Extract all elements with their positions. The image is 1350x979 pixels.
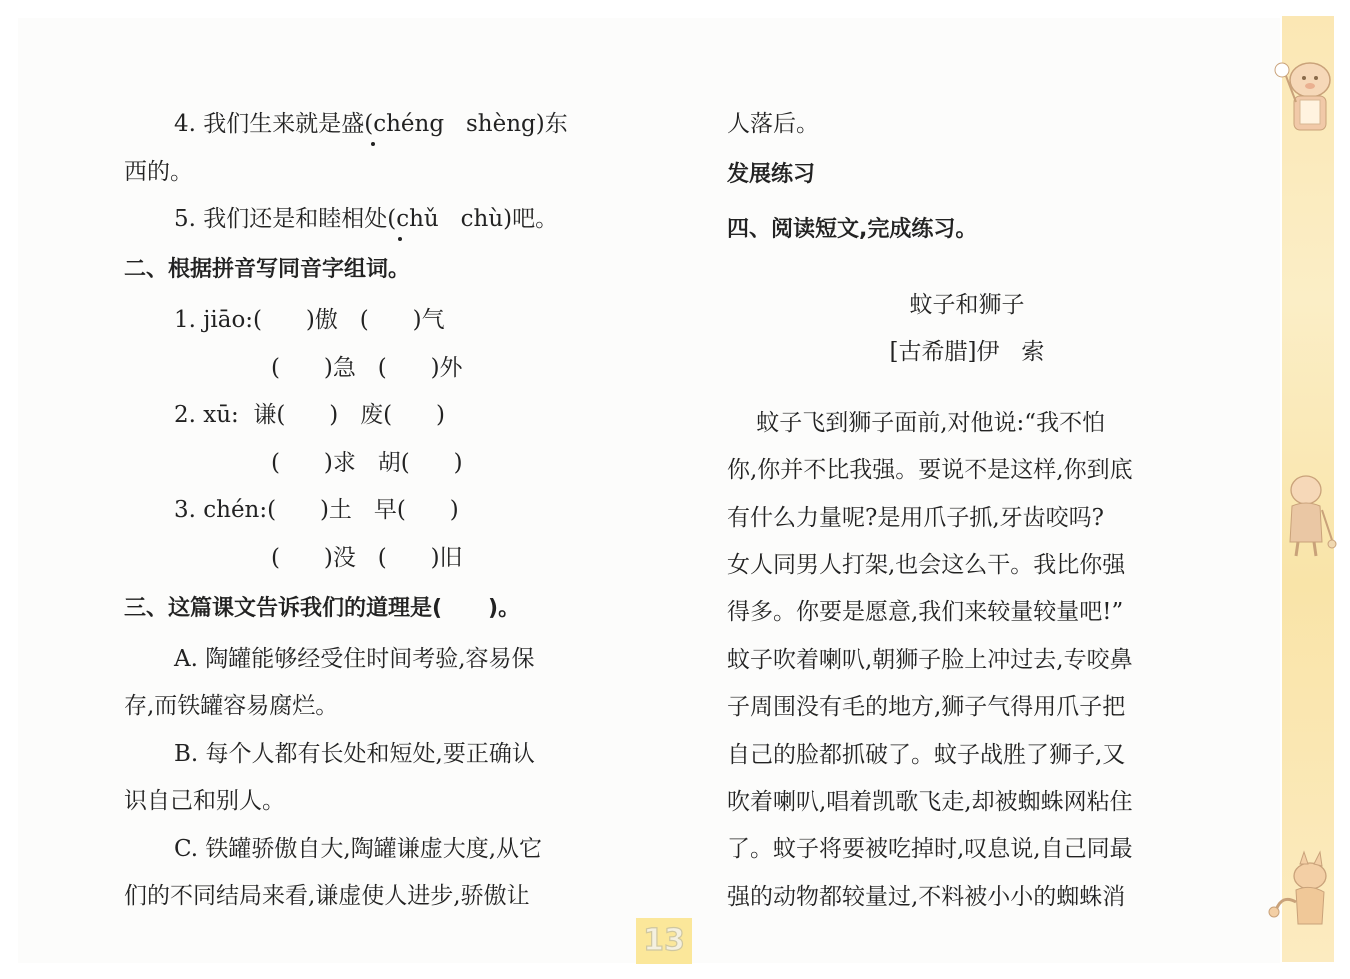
story-line: 蚊子吹着喇叭,朝狮子脸上冲过去,专咬鼻 (727, 647, 1133, 673)
option-b-line-1: B. 每个人都有长处和短处,要正确认 (174, 741, 535, 767)
story-line: 自己的脸都抓破了。蚊子战胜了狮子,又 (727, 742, 1126, 768)
question-5-line: 5. 我们还是和睦相处(chǔ chù)吧。 (174, 206, 559, 232)
option-b-line-2: 识自己和别人。 (124, 788, 285, 814)
cartoon-character-image (1262, 460, 1340, 570)
option-c-line-1: C. 铁罐骄傲自大,陶罐谦虚大度,从它 (174, 836, 543, 862)
story-line: 吹着喇叭,唱着凯歌飞走,却被蜘蛛网粘住 (727, 789, 1133, 815)
pinyin-item-1-row-2: ( )急 ( )外 (271, 355, 463, 381)
emphasis-dot (371, 142, 375, 146)
story-title: 蚊子和狮子 (909, 292, 1025, 318)
question-4-line-1: 4. 我们生来就是盛(chéng shèng)东 (174, 111, 568, 137)
story-line: 了。蚊子将要被吃掉时,叹息说,自己同最 (727, 836, 1133, 862)
continuation-line: 人落后。 (727, 111, 819, 137)
story-line: 女人同男人打架,也会这么干。我比你强 (727, 552, 1126, 578)
section-4-heading: 四、阅读短文,完成练习。 (727, 217, 978, 242)
emphasis-dot (398, 237, 402, 241)
story-line: 强的动物都较量过,不料被小小的蜘蛛消 (727, 884, 1126, 910)
book-page (18, 18, 1280, 963)
question-4-line-2: 西的。 (124, 159, 193, 185)
page-number: 13 (636, 918, 692, 964)
pinyin-item-2-row-1: 2. xū: 谦( ) 废( ) (174, 402, 445, 428)
story-line: 有什么力量呢?是用爪子抓,牙齿咬吗? (727, 505, 1104, 531)
pinyin-item-3-row-1: 3. chén:( )土 早( ) (174, 497, 459, 523)
option-a-line-2: 存,而铁罐容易腐烂。 (124, 693, 339, 719)
section-3-heading: 三、这篇课文告诉我们的道理是( )。 (124, 596, 521, 621)
story-author: [古希腊]伊 索 (889, 339, 1045, 365)
pinyin-item-2-row-2: ( )求 胡( ) (271, 450, 463, 476)
option-c-line-2: 们的不同结局来看,谦虚使人进步,骄傲让 (124, 883, 530, 909)
story-line: 蚊子飞到狮子面前,对他说:“我不怕 (727, 410, 1106, 436)
option-a-line-1: A. 陶罐能够经受住时间考验,容易保 (174, 646, 535, 672)
section-2-heading: 二、根据拼音写同音字组词。 (124, 257, 411, 282)
cartoon-fox-image (1262, 850, 1340, 940)
pinyin-item-1-row-1: 1. jiāo:( )傲 ( )气 (174, 307, 445, 333)
story-line: 你,你并不比我强。要说不是这样,你到底 (727, 457, 1133, 483)
cartoon-pig-chef-image (1262, 40, 1340, 150)
story-line: 子周围没有毛的地方,狮子气得用爪子把 (727, 694, 1126, 720)
story-line: 得多。你要是愿意,我们来较量较量吧!” (727, 599, 1124, 625)
development-practice-heading: 发展练习 (727, 162, 816, 187)
pinyin-item-3-row-2: ( )没 ( )旧 (271, 545, 463, 571)
